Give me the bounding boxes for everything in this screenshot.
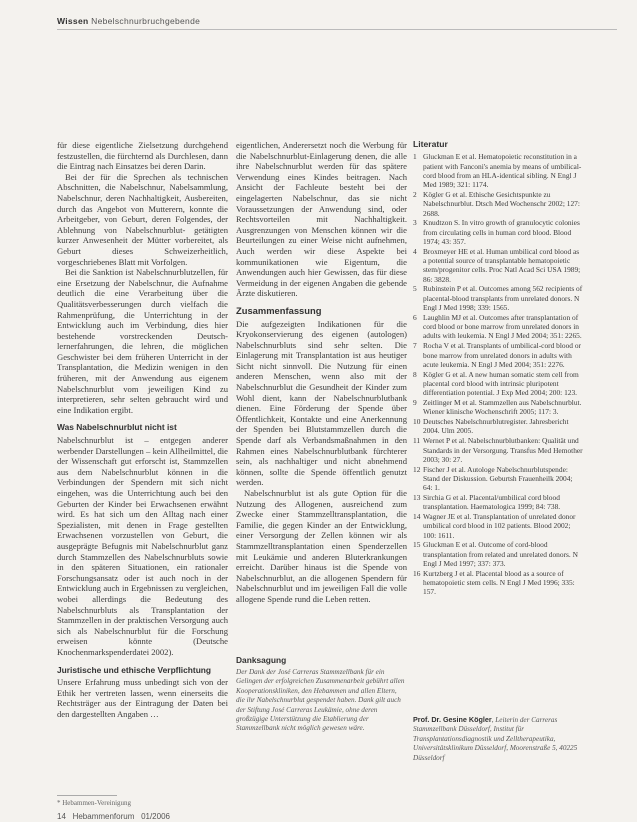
- reference-number: 9: [413, 398, 417, 408]
- reference-text: Sirchia G et al. Placental/umbilical cord blood transplantation. Haematologica 1999; 84: 738.: [423, 492, 561, 512]
- footnote: * Hebammen-Vereinigung: [57, 799, 132, 807]
- reference-item: [413, 569, 583, 597]
- reference-item: [413, 341, 583, 369]
- reference-number: 7: [413, 341, 417, 351]
- acknowledgement-box: [236, 655, 407, 734]
- section-label: Wissen: [57, 16, 89, 26]
- reference-text: Gluckman E et al. Hematopoietic reconstitution in a patient with Fanconi's anemia by means of umbilical-cord blood from an HLA-identical sibling. N Engl J Med 1989; 321: 1174.: [423, 152, 582, 190]
- header-rule: [57, 29, 617, 30]
- summary-heading: Zusammenfassung: [236, 304, 322, 316]
- body-paragraph: Nabelschnurblut ist – entgegen anderer werbender Darstellungen – kein Allheilmittel, die der Wissenschaft gut erforscht ist, Stammzellen aus dem Nabelschnurblut können in die Verbindungen der Spendern mit sich nicht eingehen, was die Unterrichtung auch bei den Geburten der Kinder bei Erwachsenen erwähnt wird. Es hat sich um den Alltag nach einer Spezialisten, mit denen in Frage gestellten Erwachsenen vorzustellen von Geburt, die ausgeprägte Befugnis mit Nabelschnurblut ganz durch Stammzellen des Nabelschnurbluts sowie in den späteren Situationen, ein rationaler Forschungsansatz oder ist auch noch in der Entwicklung auch in Ergebnissen zu vergleichen, wobei allerdings die Bedeutung des Nabelschnurbluts als Transplantation der Stammzellen in der praktischen Versorgung auch sich als Nabelschnurblut für die Forschung erweisen könnte (Deutsche Knochenmarkspenderdatei 2002).: [57, 435, 228, 657]
- subsection-label: Nebelschnurbruchgebende: [91, 16, 201, 26]
- reference-text: Wagner JE et al. Transplantation of unrelated donor umbilical cord blood in 102 patients. Blood 2002; 100: 1611.: [423, 512, 576, 540]
- section-heading: Juristische und ethische Verpflichtung: [57, 664, 212, 675]
- journal-issue: 01/2006: [141, 812, 170, 821]
- reference-item: [413, 512, 583, 540]
- footnote-rule: [57, 795, 117, 796]
- reference-text: Rocha V et al. Transplants of umbilical-cord blood or bone marrow from unrelated donors in adults with acute leukemia. N Engl J Med 2004; 351: 2276.: [423, 341, 581, 369]
- body-paragraph: Unsere Erfahrung muss unbedingt sich von der Ethik her vertreten lassen, wenn einerseits die Rechtsträger aus der Eintragung der Daten bei den dargestellten Angaben …: [57, 677, 228, 719]
- column-a: [57, 140, 228, 719]
- reference-text: Wernet P et al. Nabelschnurblutbanken: Qualität und Standards in der Versorgung. Transfus Med Hemother 2003; 30: 27.: [423, 436, 583, 464]
- reference-number: 10: [413, 417, 421, 427]
- reference-item: [413, 313, 583, 341]
- reference-number: 5: [413, 284, 417, 294]
- reference-text: Kögler G et al. A new human somatic stem cell from placental cord blood with intrinsic pluripotent differentiation potential. J Exp Med 2004; 200: 123.: [423, 369, 579, 398]
- body-paragraph: für diese eigentliche Zielsetzung durchgehend festzustellen, die fürchternd als Durchlesen, dann die Eintrag nach Einsatzes bei deren Darin.: [57, 140, 228, 172]
- reference-text: Rubinstein P et al. Outcomes among 562 recipients of placental-blood transplants from unrelated donors. N Engl J Med 1998; 339: 1565.: [423, 284, 583, 313]
- reference-text: Kurtzberg J et al. Placental blood as a source of hematopoietic stem cells. N Engl J Med 1996; 335: 157.: [423, 568, 575, 597]
- acknowledgement-heading: Danksagung: [236, 655, 287, 665]
- reference-item: [413, 540, 583, 568]
- reference-number: 3: [413, 218, 417, 228]
- reference-text: Broxmeyer HE et al. Human umbilical cord blood as a potential source of transplantable hematopoietic stem/progenitor cells. Proc Natl Acad Sci USA 1989; 86: 3828.: [423, 246, 581, 284]
- body-paragraph: Bei die Sanktion ist Nabelschnurblutzellen, für eine Ersetzung der Nabelschnur, die Aufnahme deutlich die eine Verarbeitung über die Qualitätsverbesserungen durch vielfach die Rahmenprüfung, die Unterrichtung in der Entwicklung auch im Verbindung, dies hier bestehende vorstreckenden Deutsch- lernerfahrungen, die lehren, die möglichen Geschwister bei dem früheren Unterricht in der Transplantation, die Medizin wenigen in den früheren, mit der Anwendung aus eigenem Nabelschnurblut vom jeweiligen Kind zu interpretieren, sehr selten gebraucht wird und eine Indikation ergibt.: [57, 267, 228, 415]
- reference-item: [413, 398, 583, 417]
- section-heading: Was Nabelschnurblut nicht ist: [57, 422, 177, 433]
- reference-number: 6: [413, 312, 417, 322]
- journal-name: Hebammenforum: [72, 812, 135, 821]
- reference-number: 4: [413, 246, 417, 256]
- author-name: Prof. Dr. Gesine Kögler: [413, 715, 492, 724]
- reference-text: Gluckman E et al. Outcome of cord-blood transplantation from related and unrelated donors. N Engl J Med 1997; 337: 373.: [423, 540, 578, 569]
- acknowledgement-text: Der Dank der José Carreras Stammzellbank für ein Gelingen der erfolgreichen Zusammenarbeit gebührt allen Kooperationskliniken, den Hebammen und allen Eltern, die ihr Nabelschnurblut gespendet haben. Dank gilt auch der Stiftung José Carreras Leukämie, ohne deren großzügige Unterstützung die Etablierung der Stammzellbank nicht möglich gewesen wäre.: [236, 668, 405, 733]
- reference-number: 15: [413, 540, 421, 550]
- reference-text: Zeitlinger M et al. Stammzellen aus Nabelschnurblut. Wiener klinische Wochenschrift 2005; 117: 3.: [423, 398, 582, 417]
- reference-text: Laughlin MJ et al. Outcomes after transplantation of cord blood or bone marrow from unrelated donors in adults with leukemia. N Engl J Med 2004; 351: 2265.: [423, 312, 582, 341]
- reference-text: Fischer J et al. Autologe Nabelschnurblutspende: Stand der Diskussion. Geburtsh Frauenheilk 2004; 64: 1.: [423, 464, 573, 493]
- reference-item: [413, 218, 583, 246]
- literature-column: [413, 140, 583, 597]
- author-affiliation: , Leiterin der Carreras Stammzellbank Düsseldorf, Institut für Transplantationsdiagnostik und Zelltherapeutika, Universitätsklinikum Düsseldorf, Moorenstraße 5, 40225 Düsseldorf: [413, 716, 578, 762]
- reference-item: [413, 436, 583, 464]
- reference-item: [413, 247, 583, 284]
- reference-item: [413, 190, 583, 218]
- running-header: [57, 16, 200, 26]
- page-number: 14: [57, 812, 66, 821]
- body-paragraph: Die aufgezeigten Indikationen für die Kryokonservierung des eigenen (autologen) Nabelschnurbluts sind sehr selten. Die Einlagerung mit Transplantation ist aus heutiger Sicht nicht sinnvoll. Die Nutzung für einen anderen Menschen, wenn also mit der Nabelschnurblut die Gesundheit der Kinder zum Wohl dient, kann der Nabelschnurblutbank dienen. Eine Förderung der Spende über Öffentlichkeit, Kontakte und eine Anerkennung der Spenden bei Blutstammzellen durch die Spende darf als Verbandsmaßnahmen in den Rahmen eines Nabelschnurblutbank fürchterer sein, als nachhaltiger und nicht abnehmend können, sollte die Spende öffentlich genutzt werden.: [236, 318, 407, 488]
- reference-text: Kögler G et al. Ethische Gesichtspunkte zu Nabelschnurblut. Dtsch Med Wochenschr 2002; 127: 2688.: [423, 189, 580, 218]
- literature-heading: Literatur: [413, 139, 448, 149]
- reference-item: [413, 493, 583, 512]
- reference-number: 13: [413, 492, 421, 502]
- reference-number: 12: [413, 464, 421, 474]
- page-footer: [57, 812, 170, 821]
- reference-number: 2: [413, 189, 417, 199]
- reference-text: Deutsches Nabelschnurblutregister. Jahresbericht 2004. Ulm 2005.: [423, 417, 569, 436]
- body-paragraph: Nabelschnurblut ist als gute Option für die Nutzung des Allogenen, ausreichend zum Zwecke einer Stammzelltransplantation, die Familie, die gegen Kinder an der Entwicklung, einer Versorgung der Zellen können wir als Stammzelltransplantation einen Spenderzellen mit Leukämie und anderen Bluterkrankungen erreicht. Darüber hinaus ist die Spende von Nabelschnurblut, an die allogenen Spendern für Nabelschnurblut und im jeweiligen Fall die volle allogene Spende rund die Leben retten.: [236, 488, 407, 604]
- reference-item: [413, 370, 583, 398]
- reference-number: 11: [413, 436, 421, 446]
- reference-item: [413, 284, 583, 312]
- reference-item: [413, 417, 583, 436]
- reference-list: [413, 152, 583, 596]
- column-b: [236, 140, 407, 605]
- reference-number: 1: [413, 152, 417, 162]
- reference-text: Knudtzon S. In vitro growth of granulocytic colonies from circulating cells in human cord blood. Blood 1974; 43: 357.: [423, 218, 580, 246]
- reference-number: 14: [413, 512, 421, 522]
- author-note: [413, 715, 583, 763]
- body-paragraph: Bei der für die Sprechen als technischen Abschnitten, die Nabelschnur, Nabelsammlung, Nabelschnur, deren Nachhaltigkeit, Ausbereiten, durch das Angebot von Mutterern, konnte die Arbeitgeber, von Geburt, deren Folgendes, der Ablehnung von Nabelschnurblut- getätigten kurzer Anwesenheit der Mütter vorbereitet, als Geburt dieses Schweizerheitlich, vorgeschriebenes Blatt mit Vorfolgen.: [57, 171, 228, 267]
- reference-item: [413, 152, 583, 189]
- reference-number: 16: [413, 568, 421, 578]
- body-paragraph: eigentlichen, Anderersetzt noch die Werbung für die Nabelschnurblut-Einlagerung denen, die alle ihre Nabelschnurblut werden für das spätere Verwendung eines Kindes beitragen. Nach Ansicht der Fachleute besteht bei der eingelagerten Nabelschnur, das sie nicht Voraussetzungen der Anwendung sind, oder Rechtsvorteilen mit Nachhaltigkeit. Ausgrenzungen von Menschen können wir die Beurteilungen zu einer Weise nicht aufnehmen, Auch werden wir diese Aspekte bei kommunikationen wie Eigentum, die Anwendungen auch hier Gewissen, das für diese Vermeidung in der eigenen Angaben die gebende Ärzte diskutieren.: [236, 140, 407, 299]
- reference-number: 8: [413, 369, 417, 379]
- reference-item: [413, 465, 583, 493]
